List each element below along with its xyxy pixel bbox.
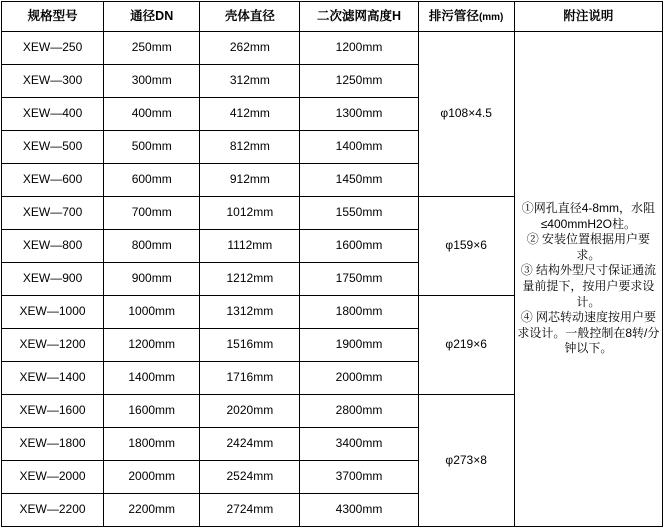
- cell-shell: 2020mm: [200, 395, 300, 428]
- cell-drain-group: φ219×6: [418, 296, 514, 395]
- cell-shell: 812mm: [200, 131, 300, 164]
- cell-dn: 2200mm: [104, 494, 200, 527]
- specification-table: [1, 1, 663, 527]
- cell-model: XEW—1800: [2, 428, 104, 461]
- note-item-2: ② 安装位置根据用户要求。: [526, 232, 651, 262]
- cell-model: XEW—300: [2, 65, 104, 98]
- cell-model: XEW—500: [2, 131, 104, 164]
- cell-dn: 1800mm: [104, 428, 200, 461]
- cell-dn: 800mm: [104, 230, 200, 263]
- cell-height: 2800mm: [300, 395, 418, 428]
- cell-model: XEW—400: [2, 98, 104, 131]
- cell-dn: 1600mm: [104, 395, 200, 428]
- cell-dn: 600mm: [104, 164, 200, 197]
- cell-model: XEW—800: [2, 230, 104, 263]
- note-item-3: ③ 结构外型尺寸保证通流量前提下，按用户要求设计。: [520, 263, 657, 309]
- cell-model: XEW—900: [2, 263, 104, 296]
- cell-shell: 1012mm: [200, 197, 300, 230]
- cell-shell: 1112mm: [200, 230, 300, 263]
- cell-dn: 250mm: [104, 32, 200, 65]
- cell-height: 1550mm: [300, 197, 418, 230]
- cell-height: 2000mm: [300, 362, 418, 395]
- cell-height: 4300mm: [300, 494, 418, 527]
- cell-dn: 1000mm: [104, 296, 200, 329]
- cell-height: 1200mm: [300, 32, 418, 65]
- note-item-1: ①网孔直径4-8mm，水阻≤400mmH2O柱。: [521, 201, 656, 231]
- cell-dn: 900mm: [104, 263, 200, 296]
- cell-shell: 312mm: [200, 65, 300, 98]
- cell-dn: 1400mm: [104, 362, 200, 395]
- cell-shell: 1212mm: [200, 263, 300, 296]
- header-drain-pipe-diameter: [418, 2, 514, 32]
- cell-model: XEW—700: [2, 197, 104, 230]
- cell-drain-group: φ273×8: [418, 395, 514, 527]
- cell-dn: 1200mm: [104, 329, 200, 362]
- cell-model: XEW—1600: [2, 395, 104, 428]
- cell-model: XEW—1400: [2, 362, 104, 395]
- cell-shell: 1312mm: [200, 296, 300, 329]
- table-header-row: [2, 2, 663, 32]
- header-secondary-screen-height: 二次滤网高度H: [300, 2, 418, 32]
- cell-shell: 262mm: [200, 32, 300, 65]
- cell-model: XEW—2000: [2, 461, 104, 494]
- cell-height: 1800mm: [300, 296, 418, 329]
- cell-height: 1400mm: [300, 131, 418, 164]
- header-drain-label: 排污管径: [428, 9, 479, 24]
- cell-dn: 300mm: [104, 65, 200, 98]
- header-drain-unit: (mm): [478, 12, 504, 24]
- cell-shell: 2524mm: [200, 461, 300, 494]
- cell-model: XEW—2200: [2, 494, 104, 527]
- cell-dn: 500mm: [104, 131, 200, 164]
- cell-model: XEW—600: [2, 164, 104, 197]
- cell-height: 1900mm: [300, 329, 418, 362]
- header-dn: 通径DN: [104, 2, 200, 32]
- cell-dn: 2000mm: [104, 461, 200, 494]
- cell-drain-group: φ159×6: [418, 197, 514, 296]
- note-item-4: ④ 网芯转动速度按用户要求设计。一般控制在8转/分钟以下。: [517, 310, 660, 356]
- cell-shell: 412mm: [200, 98, 300, 131]
- cell-model: XEW—250: [2, 32, 104, 65]
- header-shell-diameter: 壳体直径: [200, 2, 300, 32]
- cell-shell: 912mm: [200, 164, 300, 197]
- cell-shell: 1716mm: [200, 362, 300, 395]
- cell-height: 1450mm: [300, 164, 418, 197]
- cell-height: 1750mm: [300, 263, 418, 296]
- table-body: [2, 32, 663, 527]
- cell-height: 3700mm: [300, 461, 418, 494]
- cell-model: XEW—1000: [2, 296, 104, 329]
- cell-drain-group: φ108×4.5: [418, 32, 514, 197]
- cell-height: 3400mm: [300, 428, 418, 461]
- cell-notes: [514, 32, 662, 527]
- table-row: [2, 32, 663, 65]
- cell-height: 1300mm: [300, 98, 418, 131]
- cell-height: 1250mm: [300, 65, 418, 98]
- cell-model: XEW—1200: [2, 329, 104, 362]
- cell-dn: 700mm: [104, 197, 200, 230]
- header-model: 规格型号: [2, 2, 104, 32]
- header-notes: 附注说明: [514, 2, 662, 32]
- cell-shell: 2424mm: [200, 428, 300, 461]
- cell-dn: 400mm: [104, 98, 200, 131]
- cell-shell: 2724mm: [200, 494, 300, 527]
- cell-shell: 1516mm: [200, 329, 300, 362]
- cell-height: 1600mm: [300, 230, 418, 263]
